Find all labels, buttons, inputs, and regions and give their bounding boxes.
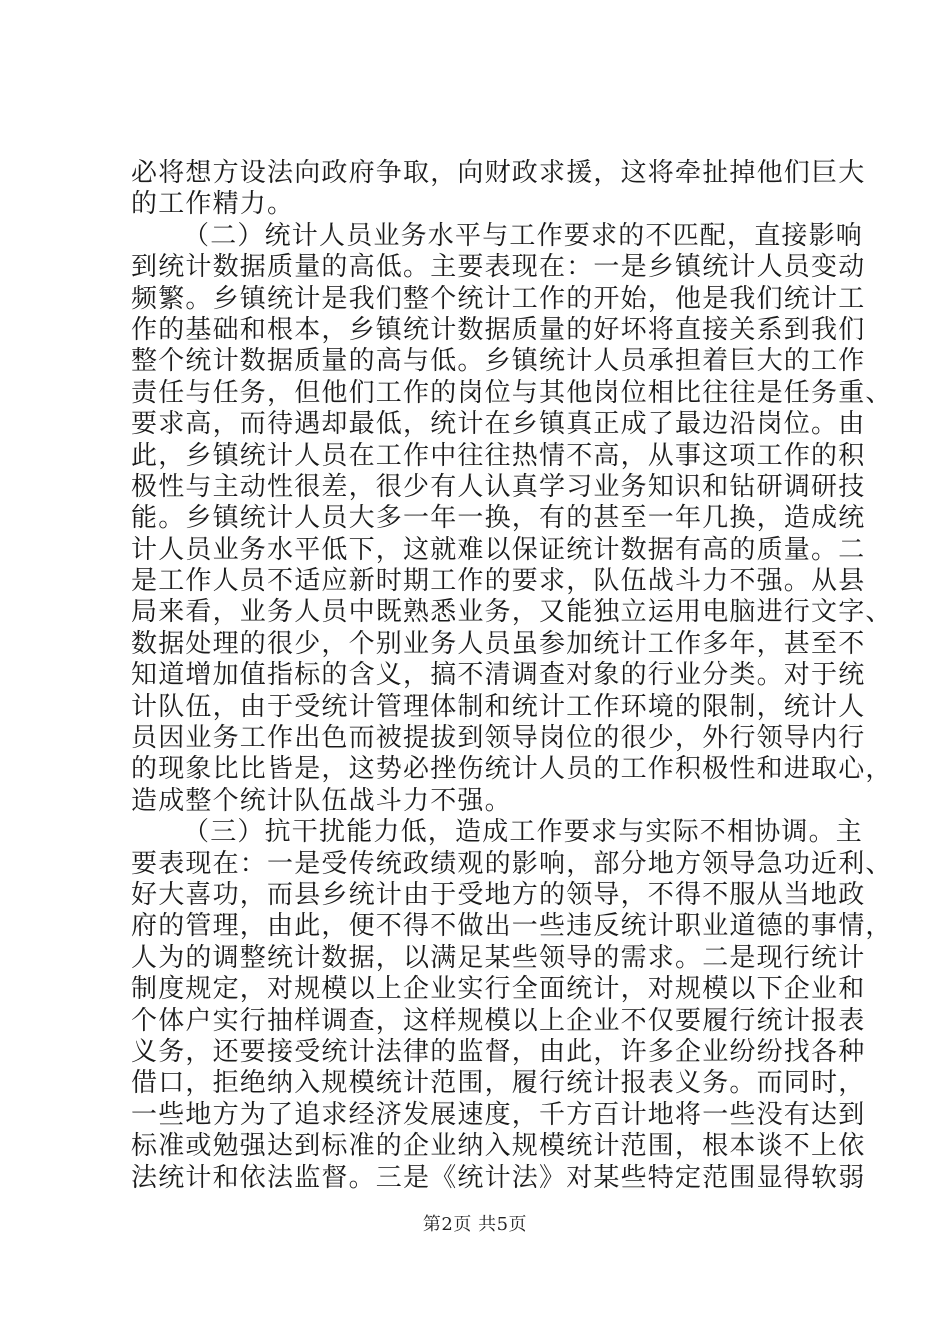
text-line: 府的管理，由此，便不得不做出一些违反统计职业道德的事情， <box>131 911 893 942</box>
text-line: 到统计数据质量的高低。主要表现在：一是乡镇统计人员变动 <box>131 252 866 283</box>
page-number-label: 第2页 共5页 <box>422 1214 528 1235</box>
text-line: 要求高，而待遇却最低，统计在乡镇真正成了最边沿岗位。由 <box>131 409 866 440</box>
text-line: 好大喜功，而县乡统计由于受地方的领导，不得不服从当地政 <box>131 879 866 910</box>
text-line: 极性与主动性很差，很少有人认真学习业务知识和钻研调研技 <box>131 471 866 502</box>
text-line: 能。乡镇统计人员大多一年一换，有的甚至一年几换，造成统 <box>131 503 866 534</box>
text-line: 局来看，业务人员中既熟悉业务，又能独立运用电脑进行文字、 <box>131 597 893 628</box>
text-line: 数据处理的很少，个别业务人员虽参加统计工作多年，甚至不 <box>131 628 866 659</box>
text-line: 是工作人员不适应新时期工作的要求，队伍战斗力不强。从县 <box>131 566 866 597</box>
text-line: 的现象比比皆是，这势必挫伤统计人员的工作积极性和进取心， <box>131 754 893 785</box>
text-line: 制度规定，对规模以上企业实行全面统计，对规模以下企业和 <box>131 974 866 1005</box>
text-line: 知道增加值指标的含义，搞不清调查对象的行业分类。对于统 <box>131 660 866 691</box>
text-line: 此，乡镇统计人员在工作中往往热情不高，从事这项工作的积 <box>131 440 866 471</box>
text-line: 整个统计数据质量的高与低。乡镇统计人员承担着巨大的工作 <box>131 346 866 377</box>
text-line: 标准或勉强达到标准的企业纳入规模统计范围，根本谈不上依 <box>131 1131 866 1162</box>
body-text <box>131 158 893 1194</box>
text-line: 作的基础和根本，乡镇统计数据质量的好坏将直接关系到我们 <box>131 314 866 345</box>
paragraph-start-line: （二）统计人员业务水平与工作要求的不匹配，直接影响 <box>183 220 864 251</box>
text-line: 的工作精力。 <box>131 189 295 220</box>
text-line: 计队伍，由于受统计管理体制和统计工作环境的限制，统计人 <box>131 691 866 722</box>
page-footer <box>0 1213 950 1237</box>
text-line: 人为的调整统计数据，以满足某些领导的需求。二是现行统计 <box>131 942 866 973</box>
text-line: 一些地方为了追求经济发展速度，千方百计地将一些没有达到 <box>131 1099 866 1130</box>
text-line: 必将想方设法向政府争取，向财政求援，这将牵扯掉他们巨大 <box>131 158 866 188</box>
text-line: 法统计和依法监督。三是《统计法》对某些特定范围显得软弱 <box>131 1162 866 1193</box>
text-line: 计人员业务水平低下，这就难以保证统计数据有高的质量。二 <box>131 534 866 565</box>
text-line: 义务，还要接受统计法律的监督，由此，许多企业纷纷找各种 <box>131 1036 866 1067</box>
text-line: 造成整个统计队伍战斗力不强。 <box>131 785 512 816</box>
text-line: 员因业务工作出色而被提拔到领导岗位的很少，外行领导内行 <box>131 723 866 754</box>
text-line: 借口，拒绝纳入规模统计范围，履行统计报表义务。而同时， <box>131 1068 866 1099</box>
paragraph-start-line: （三）抗干扰能力低，造成工作要求与实际不相协调。主 <box>183 817 864 848</box>
text-line: 频繁。乡镇统计是我们整个统计工作的开始，他是我们统计工 <box>131 283 866 314</box>
text-line: 个体户实行抽样调查，这样规模以上企业不仅要履行统计报表 <box>131 1005 866 1036</box>
text-line: 要表现在：一是受传统政绩观的影响，部分地方领导急功近利、 <box>131 848 893 879</box>
text-line: 责任与任务，但他们工作的岗位与其他岗位相比往往是任务重、 <box>131 377 893 408</box>
